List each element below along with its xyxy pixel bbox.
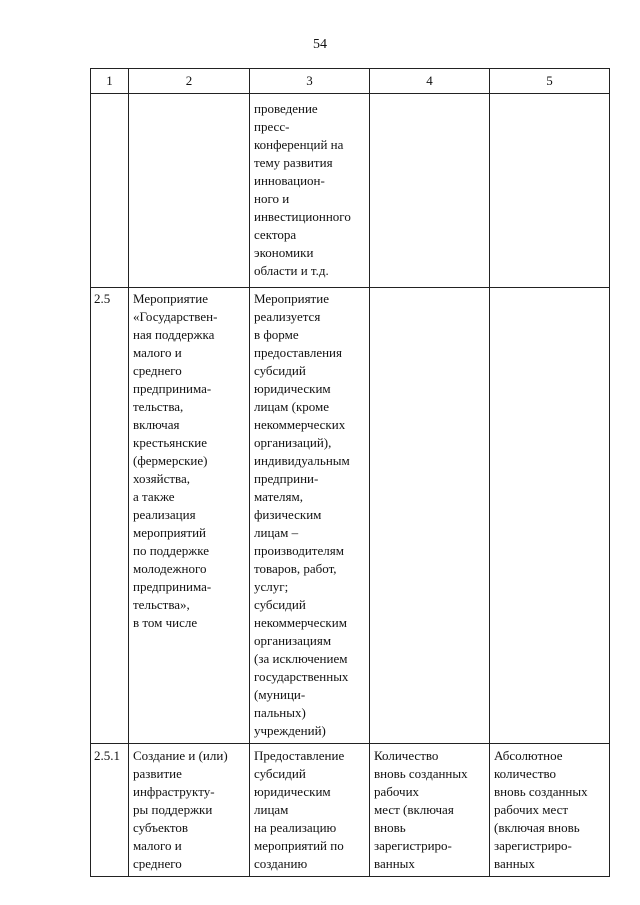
table-cell-indicator: Количество вновь созданных рабочих мест (включая вновь зарегистриро- ванных	[370, 744, 490, 877]
table-cell-name	[129, 94, 250, 288]
table-cell-indicator	[370, 94, 490, 288]
table-cell-number	[91, 94, 129, 288]
table-cell-name: Создание и (или) развитие инфраструкту- ры поддержки субъектов малого и среднего	[129, 744, 250, 877]
table-cell-number: 2.5	[91, 288, 129, 744]
page-number: 54	[313, 37, 327, 52]
data-table	[90, 68, 610, 877]
table-cell-value	[490, 94, 610, 288]
table-cell-value: Абсолютное количество вновь созданных рабочих мест (включая вновь зарегистриро- ванных	[490, 744, 610, 877]
header-cell: 1	[91, 69, 129, 94]
table-cell-value	[490, 288, 610, 744]
table-header-row	[91, 69, 610, 94]
header-cell: 2	[129, 69, 250, 94]
header-cell: 4	[370, 69, 490, 94]
table-cell-description: Мероприятие реализуется в форме предоставления субсидий юридическим лицам (кроме некоммерческих организаций), индивидуальным предприни- мателям, физическим лицам – производителям товаров, работ, услуг; субсидий некоммерческим организациям (за исключением государственных (муници- пальных) учреждений)	[250, 288, 370, 744]
table-row	[91, 94, 610, 288]
table-row	[91, 744, 610, 877]
table-cell-description: проведение пресс- конференций на тему развития инновацион- ного и инвестиционного сектора экономики области и т.д.	[250, 94, 370, 288]
table-cell-description: Предоставление субсидий юридическим лицам на реализацию мероприятий по созданию	[250, 744, 370, 877]
header-cell: 3	[250, 69, 370, 94]
table-cell-number: 2.5.1	[91, 744, 129, 877]
table-cell-name: Мероприятие «Государствен- ная поддержка малого и среднего предпринима- тельства, включая крестьянские (фермерские) хозяйства, а также реализация мероприятий по поддержке молодежного предпринима- тельства», в том числе	[129, 288, 250, 744]
table-row	[91, 288, 610, 744]
header-cell: 5	[490, 69, 610, 94]
table-cell-indicator	[370, 288, 490, 744]
